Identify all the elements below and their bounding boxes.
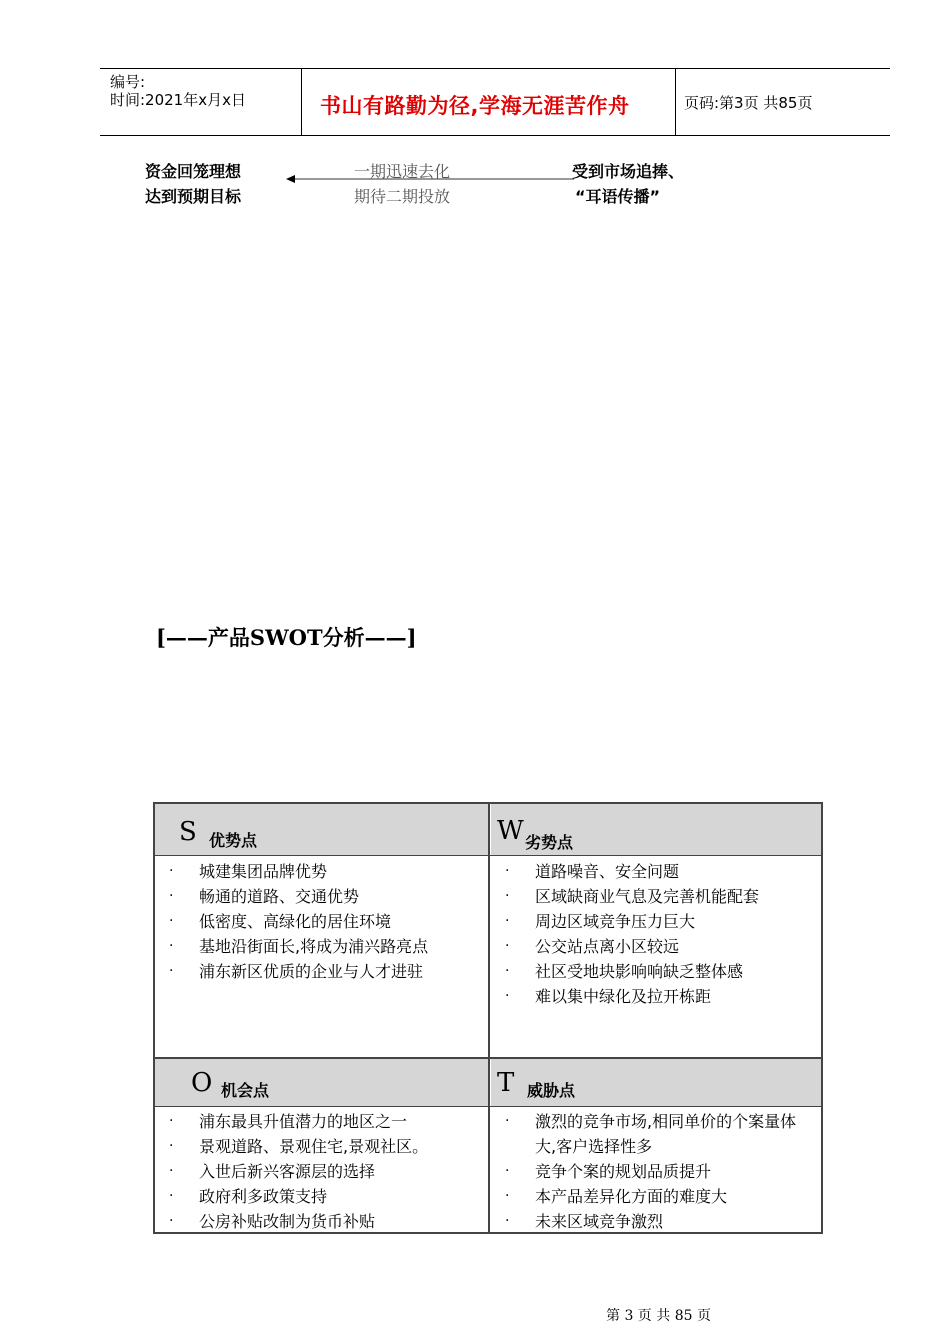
bullet-icon: · (169, 1213, 174, 1229)
list-item: · 竞争个案的规划品质提升 (491, 1159, 819, 1184)
swot-o-list (155, 1109, 485, 1234)
bullet-icon: · (169, 1113, 174, 1129)
header-top-rule (100, 68, 890, 69)
document-number-label: 编号: (110, 73, 146, 91)
flow-right-line2: “耳语传播” (575, 187, 661, 206)
list-item: · 难以集中绿化及拉开栋距 (491, 984, 819, 1009)
flow-middle-line2: 期待二期投放 (354, 187, 451, 206)
header-divider-right (675, 69, 676, 136)
swot-t-list (491, 1109, 819, 1234)
bullet-icon: · (505, 938, 510, 954)
bullet-icon: · (169, 888, 174, 904)
list-item: · 公交站点离小区较远 (491, 934, 819, 959)
list-item: · 社区受地块影响响缺乏整体感 (491, 959, 819, 984)
list-item: · 浦东最具升值潜力的地区之一 (155, 1109, 485, 1134)
flow-left-line2: 达到预期目标 (145, 187, 242, 206)
document-time-label: 时间:2021年x月x日 (110, 91, 246, 109)
swot-s-w-header-rule (155, 855, 821, 856)
swot-s-label: 优势点 (209, 831, 258, 850)
list-item: · 未来区域竞争激烈 (491, 1209, 819, 1234)
bullet-icon: · (169, 1188, 174, 1204)
swot-o-letter: O (191, 1068, 213, 1098)
swot-w-label: 劣势点 (525, 833, 574, 852)
list-item: · 浦东新区优质的企业与人才进驻 (155, 959, 485, 984)
swot-section-title: [——产品SWOT分析——] (156, 625, 417, 650)
list-item: · 景观道路、景观住宅,景观社区。 (155, 1134, 485, 1159)
list-item: · 区域缺商业气息及完善机能配套 (491, 884, 819, 909)
bullet-icon: · (505, 988, 510, 1004)
swot-w-list (491, 859, 819, 1009)
flow-right-line1: 受到市场追捧、 (572, 162, 685, 181)
bullet-icon: · (169, 938, 174, 954)
swot-t-header (491, 1058, 821, 1106)
flow-left-line1: 资金回笼理想 (145, 162, 242, 181)
bullet-icon: · (505, 863, 510, 879)
bullet-icon: · (505, 913, 510, 929)
bullet-icon: · (169, 863, 174, 879)
bullet-icon: · (505, 1163, 510, 1179)
list-item: · 畅通的道路、交通优势 (155, 884, 485, 909)
swot-t-letter: T (497, 1068, 515, 1098)
bullet-icon: · (505, 1188, 510, 1204)
list-item: · 道路噪音、安全问题 (491, 859, 819, 884)
list-item: · 公房补贴改制为货币补贴 (155, 1209, 485, 1234)
header-page-info: 页码:第3页 共85页 (684, 94, 813, 112)
swot-o-label: 机会点 (221, 1081, 270, 1100)
header-motto: 书山有路勤为径,学海无涯苦作舟 (320, 94, 630, 118)
bullet-icon: · (505, 888, 510, 904)
list-item: · 入世后新兴客源层的选择 (155, 1159, 485, 1184)
bullet-icon: · (169, 963, 174, 979)
swot-s-header (155, 804, 489, 856)
header-bottom-rule (100, 135, 890, 136)
flow-arrow (286, 172, 576, 186)
list-item: · 政府利多政策支持 (155, 1184, 485, 1209)
list-item: · 本产品差异化方面的难度大 (491, 1184, 819, 1209)
list-item: · 周边区域竞争压力巨大 (491, 909, 819, 934)
swot-middle-rule (155, 1057, 821, 1059)
swot-w-letter: W (497, 816, 524, 846)
swot-w-header (491, 804, 821, 856)
bullet-icon: · (169, 1138, 174, 1154)
swot-vertical-divider (488, 804, 490, 1232)
bullet-icon: · (169, 1163, 174, 1179)
header-divider-left (301, 69, 302, 136)
swot-o-header (155, 1058, 489, 1106)
swot-table (153, 802, 823, 1234)
swot-s-list (155, 859, 485, 984)
list-item: · 低密度、高绿化的居住环境 (155, 909, 485, 934)
page-footer: 第 3 页 共 85 页 (606, 1308, 711, 1324)
list-item: · 城建集团品牌优势 (155, 859, 485, 884)
bullet-icon: · (505, 1113, 510, 1129)
swot-o-t-header-rule (155, 1106, 821, 1107)
swot-s-letter: S (179, 817, 197, 847)
flow-middle-line1: 一期迅速去化 (354, 162, 451, 181)
list-item: · 基地沿街面长,将成为浦兴路亮点 (155, 934, 485, 959)
bullet-icon: · (505, 1213, 510, 1229)
bullet-icon: · (505, 963, 510, 979)
swot-t-label: 威胁点 (527, 1081, 576, 1100)
list-item: · 激烈的竞争市场,相同单价的个案量体大,客户选择性多 (491, 1109, 819, 1159)
bullet-icon: · (169, 913, 174, 929)
